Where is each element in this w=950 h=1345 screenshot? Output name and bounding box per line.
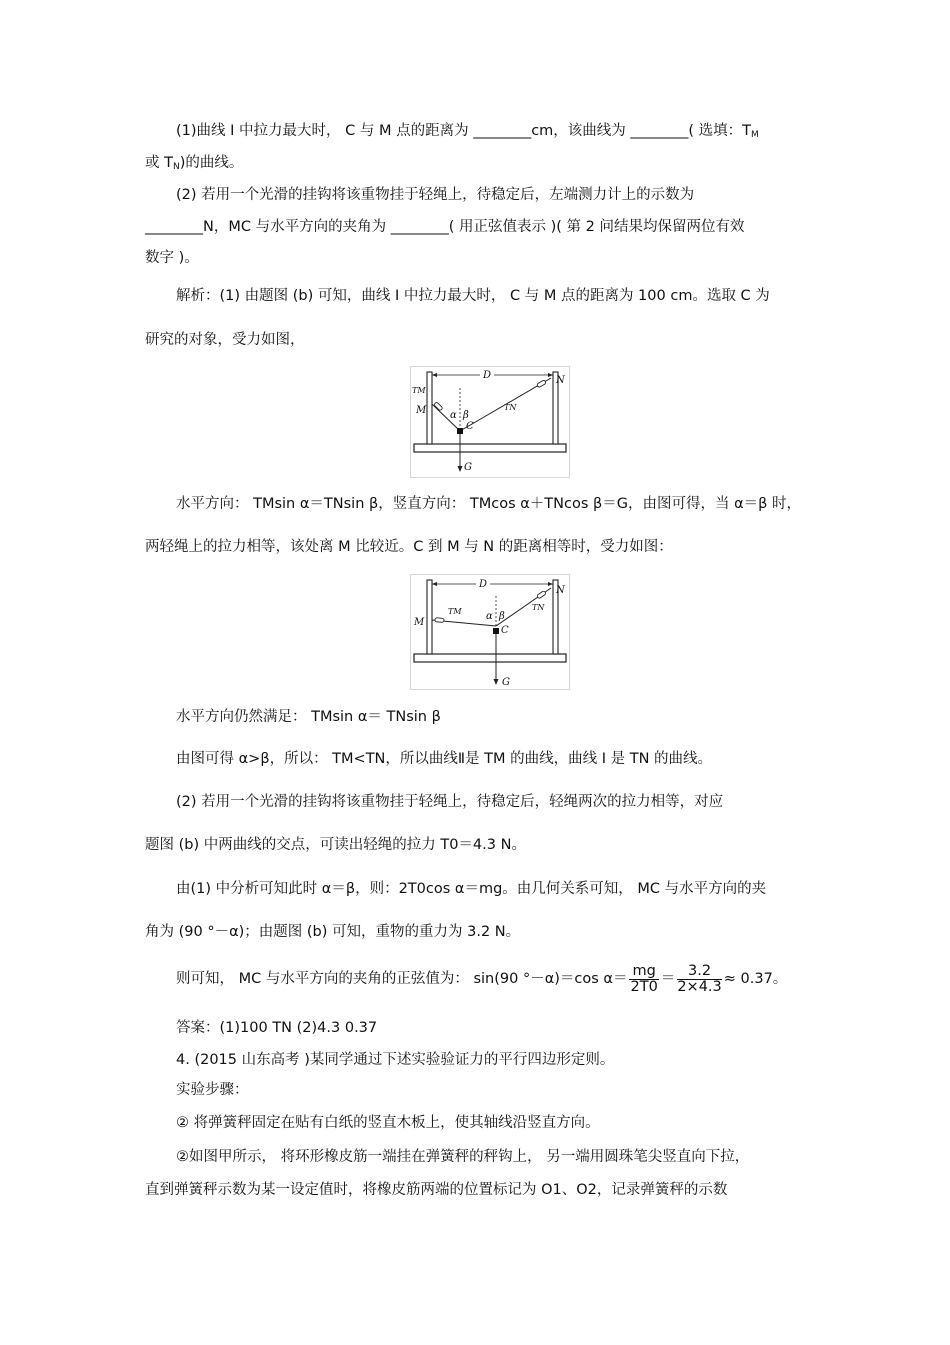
fig1-label-alpha: α (450, 410, 457, 421)
fraction-1-numerator: mg (629, 964, 658, 980)
fig1-label-G: G (464, 462, 472, 473)
fig1-label-TM: TM (412, 386, 426, 395)
analysis-line5: 水平方向仍然满足： TMsin α＝ TNsin β (176, 709, 441, 725)
fraction-3.2-over-8.6 (677, 964, 721, 995)
analysis-line2: 研究的对象，受力如图， (145, 332, 305, 348)
fraction-2-numerator: 3.2 (677, 964, 721, 980)
q2-line3: 数字 )。 (145, 250, 199, 266)
fig1-label-N: N (556, 375, 565, 386)
fraction-1-denominator: 2T0 (630, 978, 658, 995)
analysis-line4: 两轻绳上的拉力相等，该处离 M 比较近。C 到 M 与 N 的距离相等时，受力如图： (145, 539, 673, 555)
q4-line4: ②如图甲所示， 将环形橡皮筋一端挂在弹簧秤的秤钩上， 另一端用圆珠笔尖竖直向下拉， (176, 1149, 750, 1165)
force-diagram-2 (410, 574, 570, 690)
fig1-label-TN: TN (504, 403, 517, 412)
fig1-label-beta: β (463, 410, 469, 421)
answer-line: 答案：(1)100 TN (2)4.3 0.37 (176, 1020, 378, 1036)
q4-line5: 直到弹簧秤示数为某一设定值时，将橡皮筋两端的位置标记为 O1、O2，记录弹簧秤的示数 (145, 1182, 728, 1198)
equals-sign: ＝ (660, 971, 676, 987)
force-diagram-2-svg (410, 574, 570, 690)
fig2-label-G: G (502, 677, 510, 688)
fig2-label-M: M (414, 617, 425, 628)
q1-line1-sub: M (751, 130, 759, 140)
fig1-label-C: C (466, 421, 474, 432)
analysis-line6: 由图可得 α>β，所以： TM<TN，所以曲线Ⅱ是 TM 的曲线，曲线 I 是 TN 的曲线。 (176, 751, 713, 767)
analysis-line7: (2) 若用一个光滑的挂钩将该重物挂于轻绳上，待稳定后，轻绳两次的拉力相等，对应 (176, 794, 724, 810)
analysis-line8: 题图 (b) 中两曲线的交点，可读出轻绳的拉力 T0＝4.3 N。 (145, 837, 526, 853)
q2-line1: (2) 若用一个光滑的挂钩将该重物挂于轻绳上，待稳定后，左端测力计上的示数为 (176, 187, 695, 203)
analysis-line9: 由(1) 中分析可知此时 α＝β，则：2T0cos α＝mg。由几何关系可知， MC 与水平方向的夹 (176, 881, 767, 897)
fig2-label-D: D (479, 579, 488, 590)
q2-line2: ________N，MC 与水平方向的夹角为 ________( 用正弦值表示 )( 第 2 问结果均保留两位有效 (145, 219, 745, 235)
analysis-line1: 解析：(1) 由题图 (b) 可知，曲线 I 中拉力最大时， C 与 M 点的距离为 100 cm。选取 C 为 (176, 288, 770, 304)
sine-expression-prefix: 则可知， MC 与水平方向的夹角的正弦值为： sin(90 °－α)＝cos α＝ (176, 971, 628, 987)
fig2-label-TN: TN (532, 603, 545, 612)
force-diagram-1-svg (410, 366, 570, 478)
analysis-line3: 水平方向： TMsin α＝TNsin β，竖直方向： TMcos α＋TNcos β＝G，由图可得，当 α＝β 时， (176, 496, 802, 512)
q1-line2-text: 或 T (145, 155, 173, 171)
q1-line2-tail: )的曲线。 (179, 155, 244, 171)
q4-line3: ② 将弹簧秤固定在贴有白纸的竖直木板上，使其轴线沿竖直方向。 (176, 1115, 600, 1131)
fig2-label-C: C (501, 625, 509, 636)
fig2-label-beta: β (499, 611, 505, 622)
fig2-label-alpha: α (486, 611, 493, 622)
q4-line1: 4. (2015 山东高考 )某同学通过下述实验验证力的平行四边形定则。 (176, 1052, 615, 1068)
fig1-label-D: D (483, 370, 492, 381)
q4-line2: 实验步骤： (176, 1082, 249, 1098)
force-diagram-1 (410, 366, 570, 478)
fraction-mg-2T0 (629, 964, 658, 995)
fig2-label-N: N (556, 585, 565, 596)
q1-line1-text: (1)曲线 I 中拉力最大时， C 与 M 点的距离为 ________cm，该曲线为 ________( 选填：T (176, 123, 752, 139)
fig2-label-TM: TM (448, 607, 462, 616)
q1-line1 (176, 121, 759, 145)
analysis-line11 (176, 962, 787, 996)
q1-line2 (145, 153, 243, 177)
sine-result: ≈ 0.37。 (723, 971, 788, 987)
fraction-2-denominator: 2×4.3 (677, 978, 722, 995)
fig1-label-M: M (416, 405, 427, 416)
q1-line2-sub: N (172, 162, 180, 172)
analysis-line10: 角为 (90 °－α)；由题图 (b) 可知，重物的重力为 3.2 N。 (145, 924, 521, 940)
